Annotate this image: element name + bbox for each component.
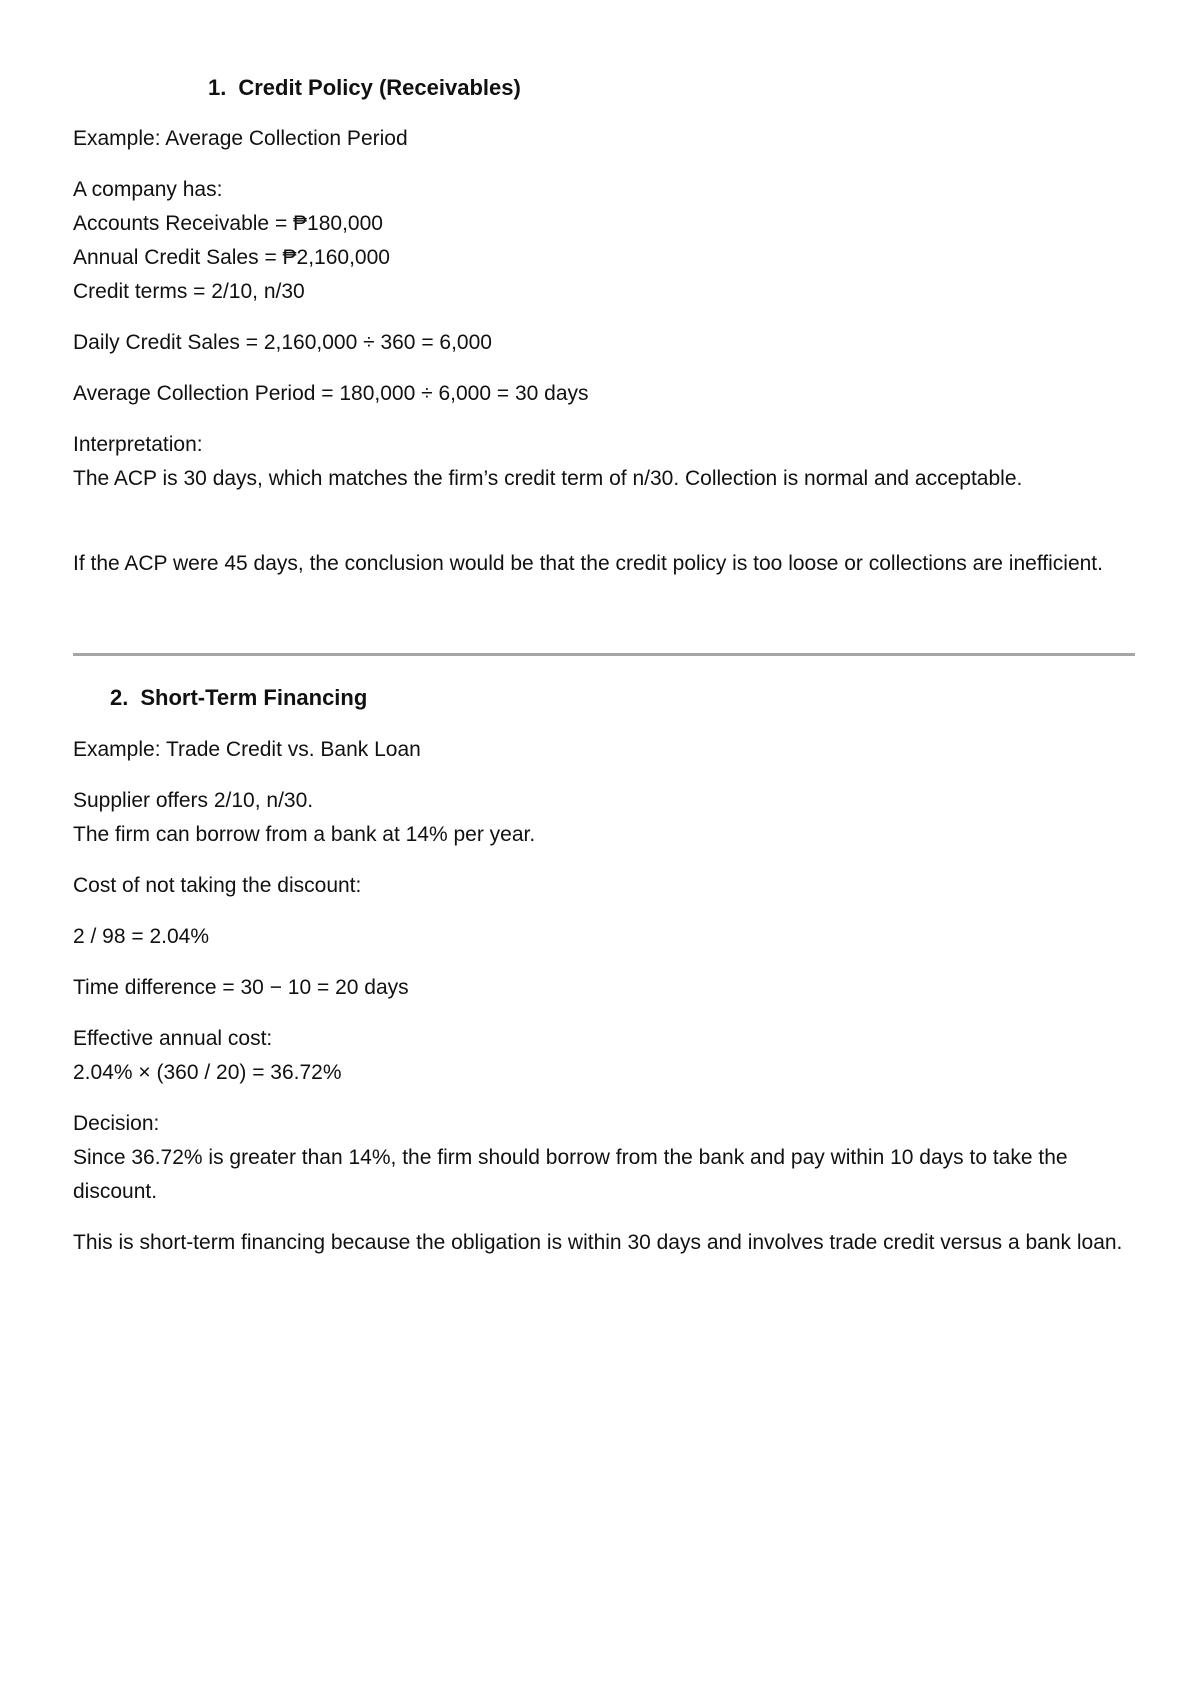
supplier-offer: Supplier offers 2/10, n/30. <box>73 789 314 812</box>
eac-label: Effective annual cost: <box>73 1027 273 1050</box>
supplier-offer-block <box>73 784 1143 852</box>
section-1-title: Credit Policy (Receivables) <box>238 75 521 100</box>
cost-label-block <box>73 869 1143 903</box>
closing-block <box>73 1226 1143 1260</box>
eac-calc: 2.04% × (360 / 20) = 36.72% <box>73 1061 342 1084</box>
section-divider <box>73 653 1135 656</box>
section-2-example-text: Example: Trade Credit vs. Bank Loan <box>73 738 421 761</box>
interpretation-text: The ACP is 30 days, which matches the firm’s credit term of n/30. Collection is normal and acceptable. <box>73 467 1023 490</box>
interpretation-block <box>73 428 1143 496</box>
accounts-receivable: Accounts Receivable = ₱180,000 <box>73 212 383 235</box>
company-intro: A company has: <box>73 178 223 201</box>
average-collection-period <box>73 377 1143 411</box>
credit-terms: Credit terms = 2/10, n/30 <box>73 280 305 303</box>
interpretation-label: Interpretation: <box>73 433 203 456</box>
section-1-number: 1. <box>208 75 227 100</box>
daily-credit-sales-text: Daily Credit Sales = 2,160,000 ÷ 360 = 6,000 <box>73 331 492 354</box>
conclusion-text: If the ACP were 45 days, the conclusion would be that the credit policy is too loose or collections are inefficient. <box>73 552 1103 575</box>
section-2-heading <box>110 684 367 712</box>
cost-calc: 2 / 98 = 2.04% <box>73 925 210 948</box>
daily-credit-sales <box>73 326 1143 360</box>
section-1-heading <box>208 74 521 102</box>
decision-block <box>73 1107 1143 1209</box>
time-difference: Time difference = 30 − 10 = 20 days <box>73 976 409 999</box>
decision-text: Since 36.72% is greater than 14%, the firm should borrow from the bank and pay within 10 days to take the discount. <box>73 1146 1068 1203</box>
section-2-number: 2. <box>110 685 129 710</box>
section-1-example-text: Example: Average Collection Period <box>73 127 408 150</box>
decision-label: Decision: <box>73 1112 160 1135</box>
cost-calc-block <box>73 920 1143 954</box>
cost-label: Cost of not taking the discount: <box>73 874 362 897</box>
closing-text: This is short-term financing because the obligation is within 30 days and involves trade credit versus a bank loan. <box>73 1231 1123 1254</box>
annual-credit-sales: Annual Credit Sales = ₱2,160,000 <box>73 246 390 269</box>
effective-annual-cost-block <box>73 1022 1143 1090</box>
acp-text: Average Collection Period = 180,000 ÷ 6,000 = 30 days <box>73 382 589 405</box>
bank-rate: The firm can borrow from a bank at 14% per year. <box>73 823 536 846</box>
conclusion-block <box>73 547 1143 581</box>
section-2-title: Short-Term Financing <box>140 685 368 710</box>
section-1-company-block <box>73 173 1143 309</box>
section-2-example <box>73 733 1143 767</box>
time-difference-block <box>73 971 1143 1005</box>
section-1-example <box>73 122 1143 156</box>
